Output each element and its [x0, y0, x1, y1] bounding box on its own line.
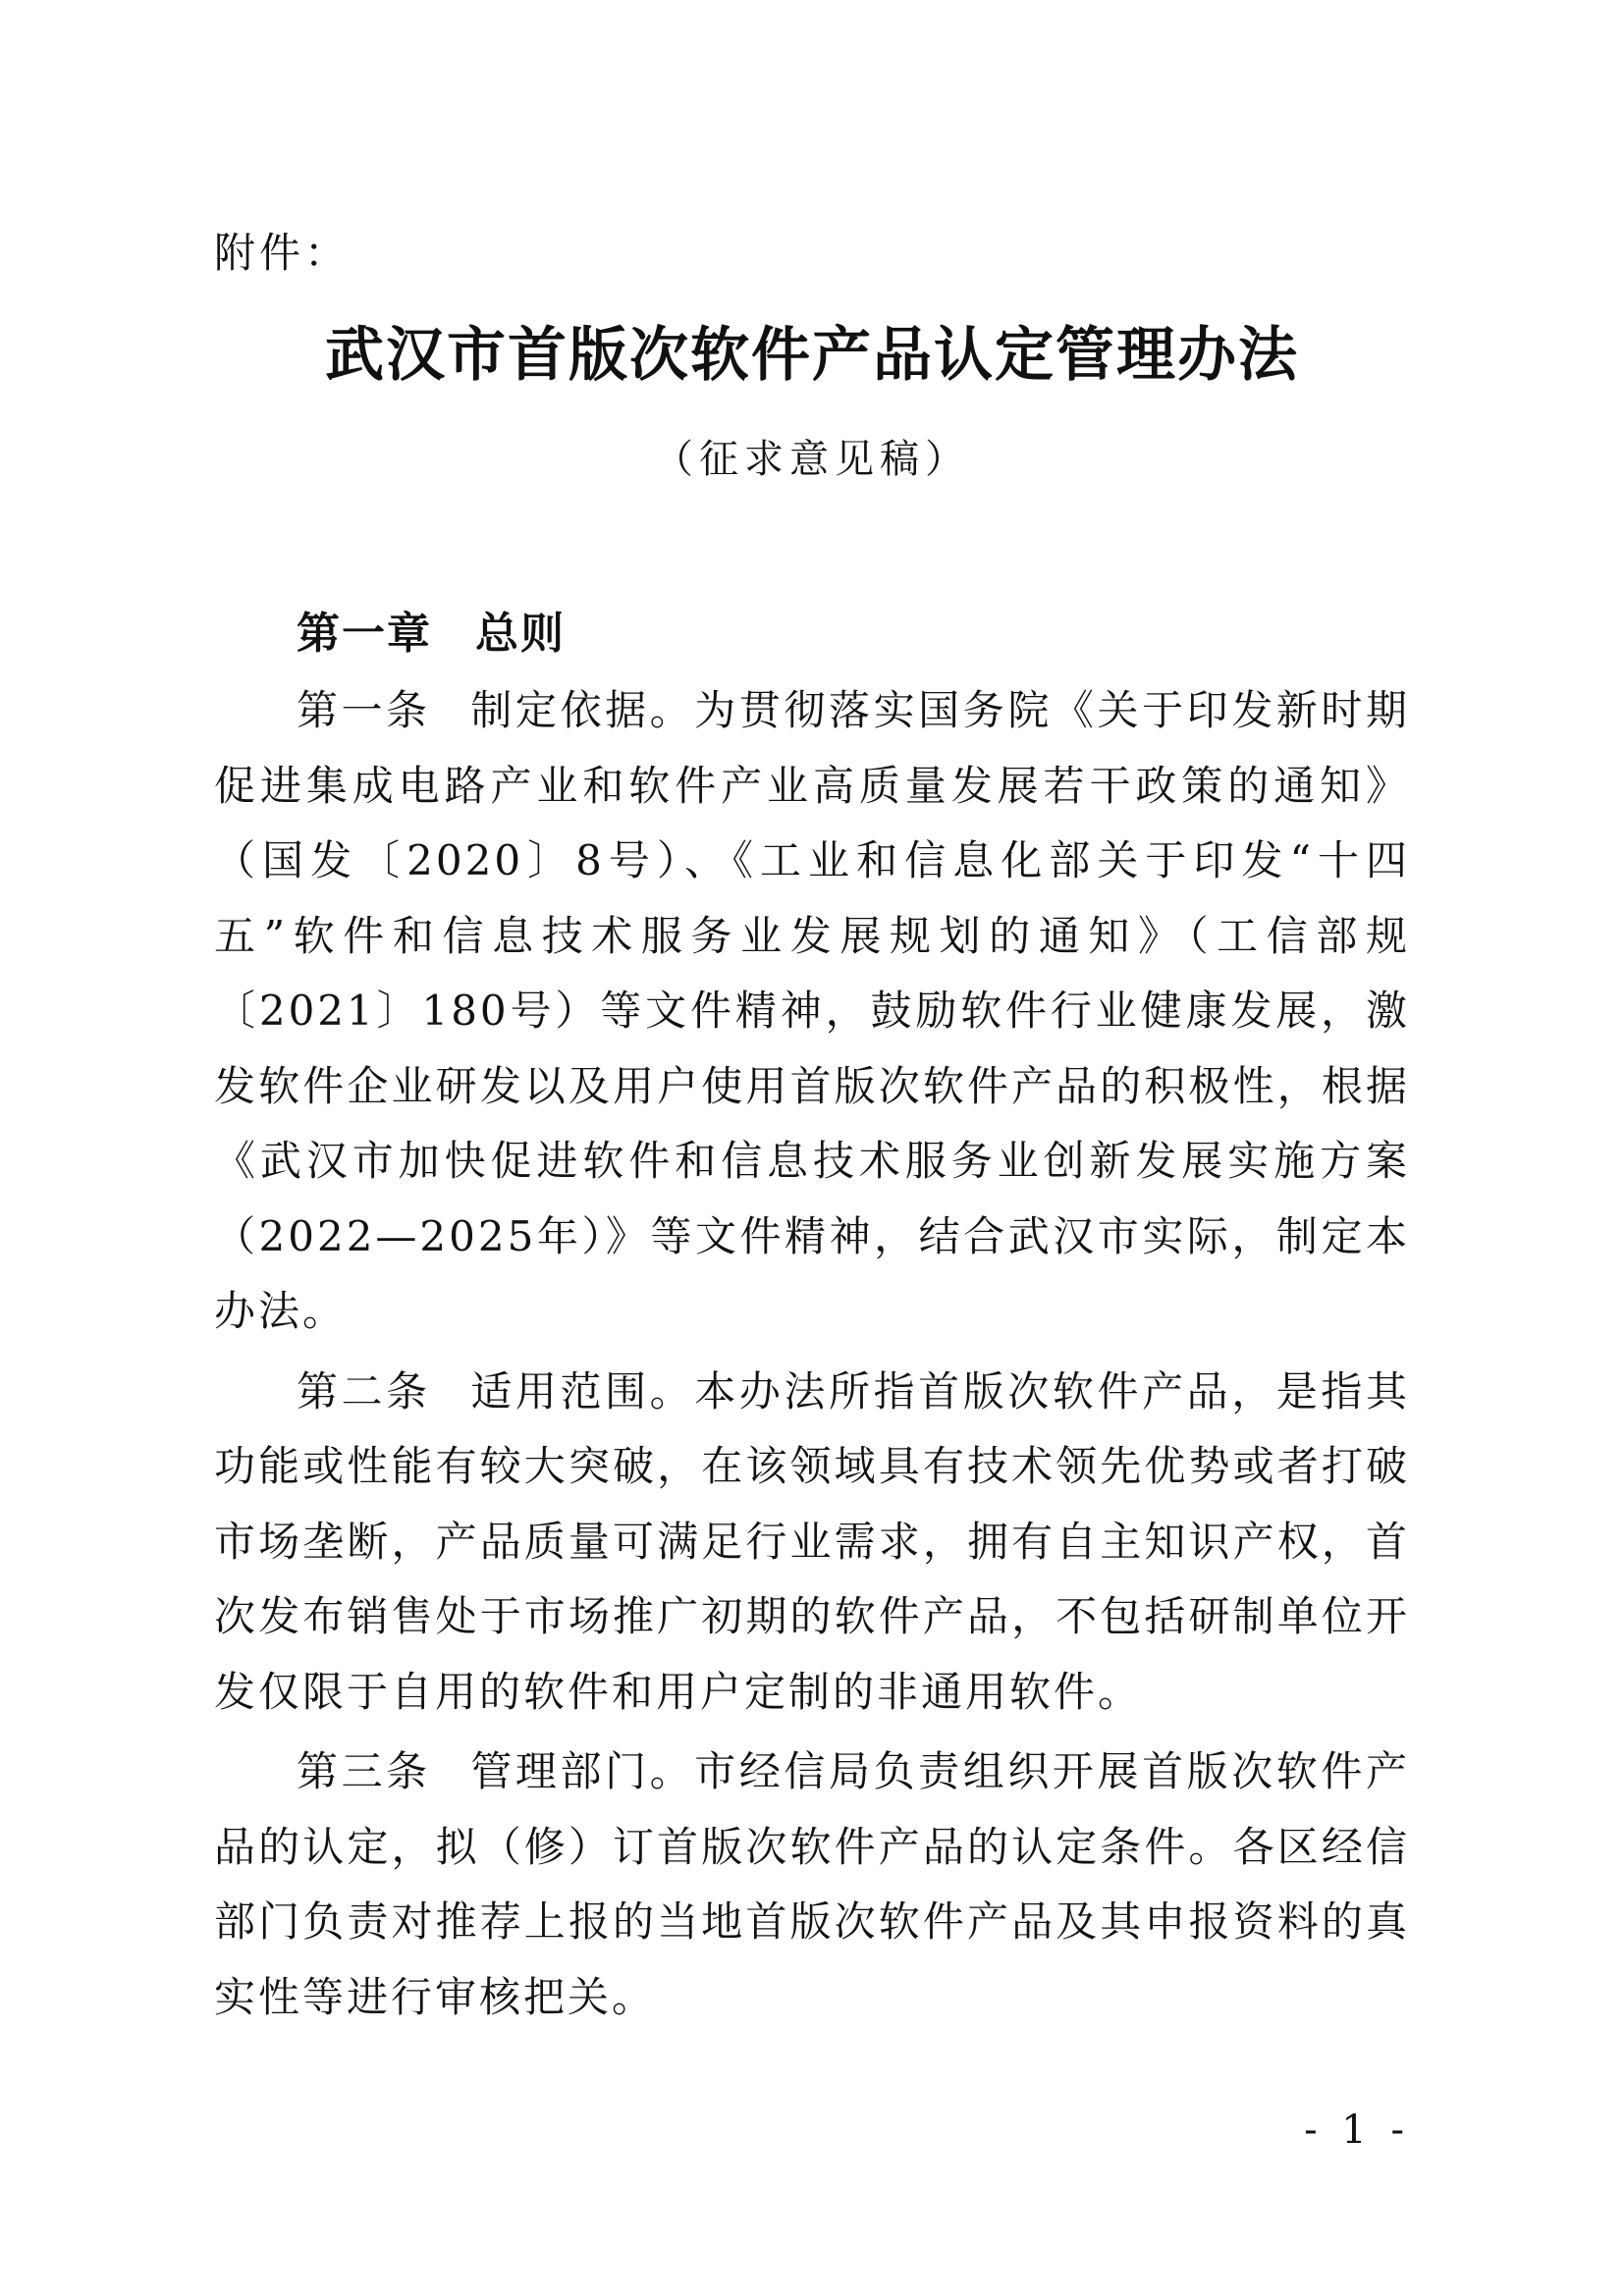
- articles-section: [214, 673, 1410, 2040]
- article-label: 第三条: [297, 1747, 431, 1795]
- chapter-number: 第一章: [297, 609, 432, 659]
- article-text: 制定依据。为贯彻落实国务院《关于印发新时期促进集成电路产业和软件产业高质量发展若干政策的通知》（国发〔2020〕8号）、《工业和信息化部关于印发“十四五”软件和信息技术服务业发展规划的通知》（工信部规〔2021〕180号）等文件精神，鼓励软件行业健康发展，激发软件企业研发以及用户使用首版次软件产品的积极性，根据《武汉市加快促进软件和信息技术服务业创新发展实施方案（2022—2025年）》等文件精神，结合武汉市实际，制定本办法。: [214, 686, 1410, 1335]
- article-label: 第二条: [297, 1366, 431, 1415]
- article-label: 第一条: [297, 686, 431, 734]
- chapter-name: 总则: [475, 609, 566, 659]
- page-number: - 1 -: [1304, 2108, 1410, 2153]
- article-text: 管理部门。市经信局负责组织开展首版次软件产品的认定，拟（修）订首版次软件产品的认定条件。各区经信部门负责对推荐上报的当地首版次软件产品及其申报资料的真实性等进行审核把关。: [214, 1747, 1410, 2021]
- attachment-label: 附件：: [214, 229, 351, 277]
- document-subtitle: （征求意见稿）: [654, 437, 970, 482]
- article-3: [214, 1735, 1410, 2035]
- document-title: 武汉市首版次软件产品认定管理办法: [325, 321, 1299, 390]
- chapter-heading: [297, 605, 566, 664]
- article-2: [214, 1355, 1410, 1731]
- article-1: [214, 673, 1410, 1350]
- article-text: 适用范围。本办法所指首版次软件产品，是指其功能或性能有较大突破，在该领域具有技术领先优势或者打破市场垄断，产品质量可满足行业需求，拥有自主知识产权，首次发布销售处于市场推广初期的软件产品，不包括研制单位开发仅限于自用的软件和用户定制的非通用软件。: [214, 1366, 1410, 1716]
